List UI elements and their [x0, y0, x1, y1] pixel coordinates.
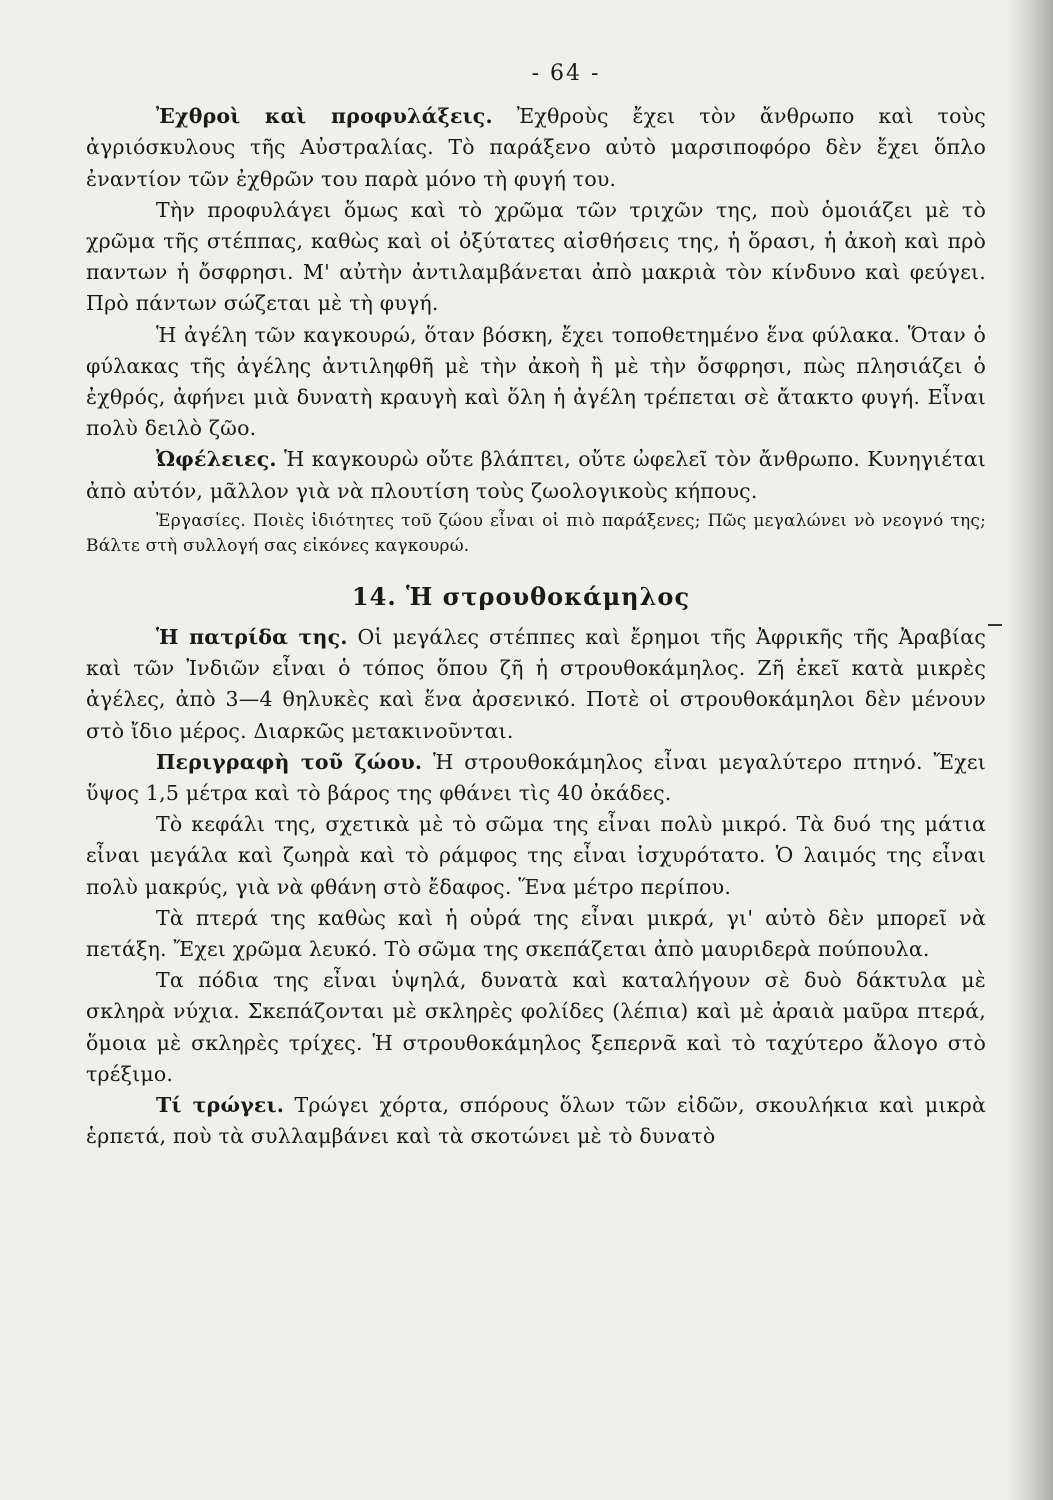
food-heading: Τί τρώγει.: [156, 1093, 285, 1118]
wings-paragraph: Τὰ πτερά της καθὼς καὶ ἡ οὐρά της εἶναι μικρά, γι' αὐτὸ δὲν μπορεῖ νὰ πετάξη. Ἔχει χρῶμα λευκό. Τὸ σῶμα της σκεπάζεται ἀπὸ μαυριδερὰ πούπουλα.: [86, 905, 986, 962]
exercises-paragraph: [86, 509, 986, 559]
enemies-text: Ἐχθροὺς ἔχει τὸν ἄνθρωπο καὶ τοὺς ἀγριόσκυλους τῆς Αὐστραλίας. Τὸ παράξενο αὐτὸ μαρσιποφόρο δὲν ἔχει ὅπλο ἐναντίον τῶν ἐχθρῶν του παρὰ μόνο τὴ φυγή του.: [86, 104, 986, 191]
herd-paragraph: Ἡ ἀγέλη τῶν καγκουρώ, ὅταν βόσκη, ἔχει τοποθετημένο ἕνα φύλακα. Ὅταν ὁ φύλακας τῆς ἀγέλης ἀντιληφθῆ μὲ τὴν ἀκοὴ ἢ μὲ τὴν ὄσφρησι, πὼς πλησιάζει ὁ ἐχθρός, ἀφήνει μιὰ δυνατὴ κραυγὴ καὶ ὅλη ἡ ἀγέλη τρέπεται σὲ ἄτακτο φυγή. Εἶναι πολὺ δειλὸ ζῶο.: [86, 322, 986, 441]
margin-dash: [988, 624, 1002, 626]
food-paragraph: [86, 1090, 986, 1152]
page-number: - 64 -: [531, 61, 601, 86]
exercises-text: Ποιὲς ἰδιότητες τοῦ ζώου εἶναι οἱ πιὸ παράξενες; Πῶς μεγαλώνει νὸ νεογνό της; Βάλτε στὴ συλλογή σας εἰκόνες καγκουρώ.: [86, 510, 986, 556]
enemies-paragraph: [86, 101, 986, 195]
benefits-heading: Ὠφέλειες.: [156, 447, 277, 472]
legs-paragraph: Τα πόδια της εἶναι ὑψηλά, δυνατὰ καὶ καταλήγουν σὲ δυὸ δάκτυλα μὲ σκληρὰ νύχια. Σκεπάζονται μὲ σκληρὲς φολίδες (λέπια) καὶ μὲ ἀραιὰ μαῦρα πτερά, ὅμοια μὲ σκληρὲς τρίχες. Ἡ στρουθοκάμηλος ξεπερνᾶ καὶ τὸ ταχύτερο ἄλογο στὸ τρέξιμο.: [86, 968, 986, 1086]
exercises-heading: Ἐργασίες.: [156, 510, 246, 531]
section-title: 14. Ἡ στρουθοκάμηλος: [351, 581, 691, 611]
protection-paragraph: Τὴν προφυλάγει ὅμως καὶ τὸ χρῶμα τῶν τριχῶν της, ποὺ ὁμοιάζει μὲ τὸ χρῶμα τῆς στέππας, καθὼς καὶ οἱ ὀξύτατες αἰσθήσεις της, ἡ ὅρασι, ἡ ἀκοὴ καὶ πρὸ παντων ἡ ὄσφρησι. Μ' αὐτὴν ἀντιλαμβάνεται ἀπὸ μακριὰ τὸν κίνδυνο καὶ φεύγει. Πρὸ πάντων σώζεται μὲ τὴ φυγή.: [86, 197, 986, 316]
homeland-text: Οἱ μεγάλες στέππες καὶ ἔρημοι τῆς Ἀφρικῆς τῆς Ἀραβίας καὶ τῶν Ἰνδιῶν εἶναι ὁ τόπος ὅπου ζῆ ἡ στρουθοκάμηλος. Ζῆ ἐκεῖ κατὰ μικρὲς ἀγέλες, ἀπὸ 3—4 θηλυκὲς καὶ ἕνα ἀρσενικό. Ποτὲ οἱ στρουθοκάμηλοι δὲν μένουν στὸ ἴδιο μέρος. Διαρκῶς μετακινοῦνται.: [86, 625, 986, 743]
benefits-text: Ἡ καγκουρὼ οὔτε βλάπτει, οὔτε ὠφελεῖ τὸν ἄνθρωπο. Κυνηγιέται ἀπὸ αὐτόν, μᾶλλον γιὰ νὰ πλουτίση τοὺς ζωολογικοὺς κήπους.: [86, 447, 987, 503]
homeland-paragraph: [86, 622, 986, 747]
description-text: Ἡ στρουθοκάμηλος εἶναι μεγαλύτερο πτηνό. Ἔχει ὕψος 1,5 μέτρα καὶ τὸ βάρος της φθάνει τὶς 40 ὀκάδες.: [86, 749, 986, 806]
description-heading: Περιγραφὴ τοῦ ζώου.: [156, 749, 423, 774]
homeland-heading: Ἡ πατρίδα της.: [156, 625, 348, 650]
benefits-paragraph: [86, 444, 986, 506]
description-paragraph: [86, 747, 986, 809]
page-text: [86, 40, 986, 1153]
enemies-heading: Ἐχθροὶ καὶ προφυλάξεις.: [156, 104, 493, 129]
head-paragraph: Τὸ κεφάλι της, σχετικὰ μὲ τὸ σῶμα της εἶναι πολὺ μικρό. Τὰ δυό της μάτια εἶναι μεγάλα καὶ ζωηρὰ καὶ τὸ ράμφος της εἶναι ἰσχυρότατο. Ὁ λαιμός της εἶναι πολὺ μακρύς, γιὰ νὰ φθάνη στὸ ἔδαφος. Ἕνα μέτρο περίπου.: [86, 812, 986, 899]
binding-shadow: [1005, 0, 1053, 1500]
food-text: Τρώγει χόρτα, σπόρους ὅλων τῶν εἰδῶν, σκουλήκια καὶ μικρὰ ἑρπετά, ποὺ τὰ συλλαμβάνει καὶ τὰ σκοτώνει μὲ τὸ δυνατὸ: [86, 1093, 986, 1149]
